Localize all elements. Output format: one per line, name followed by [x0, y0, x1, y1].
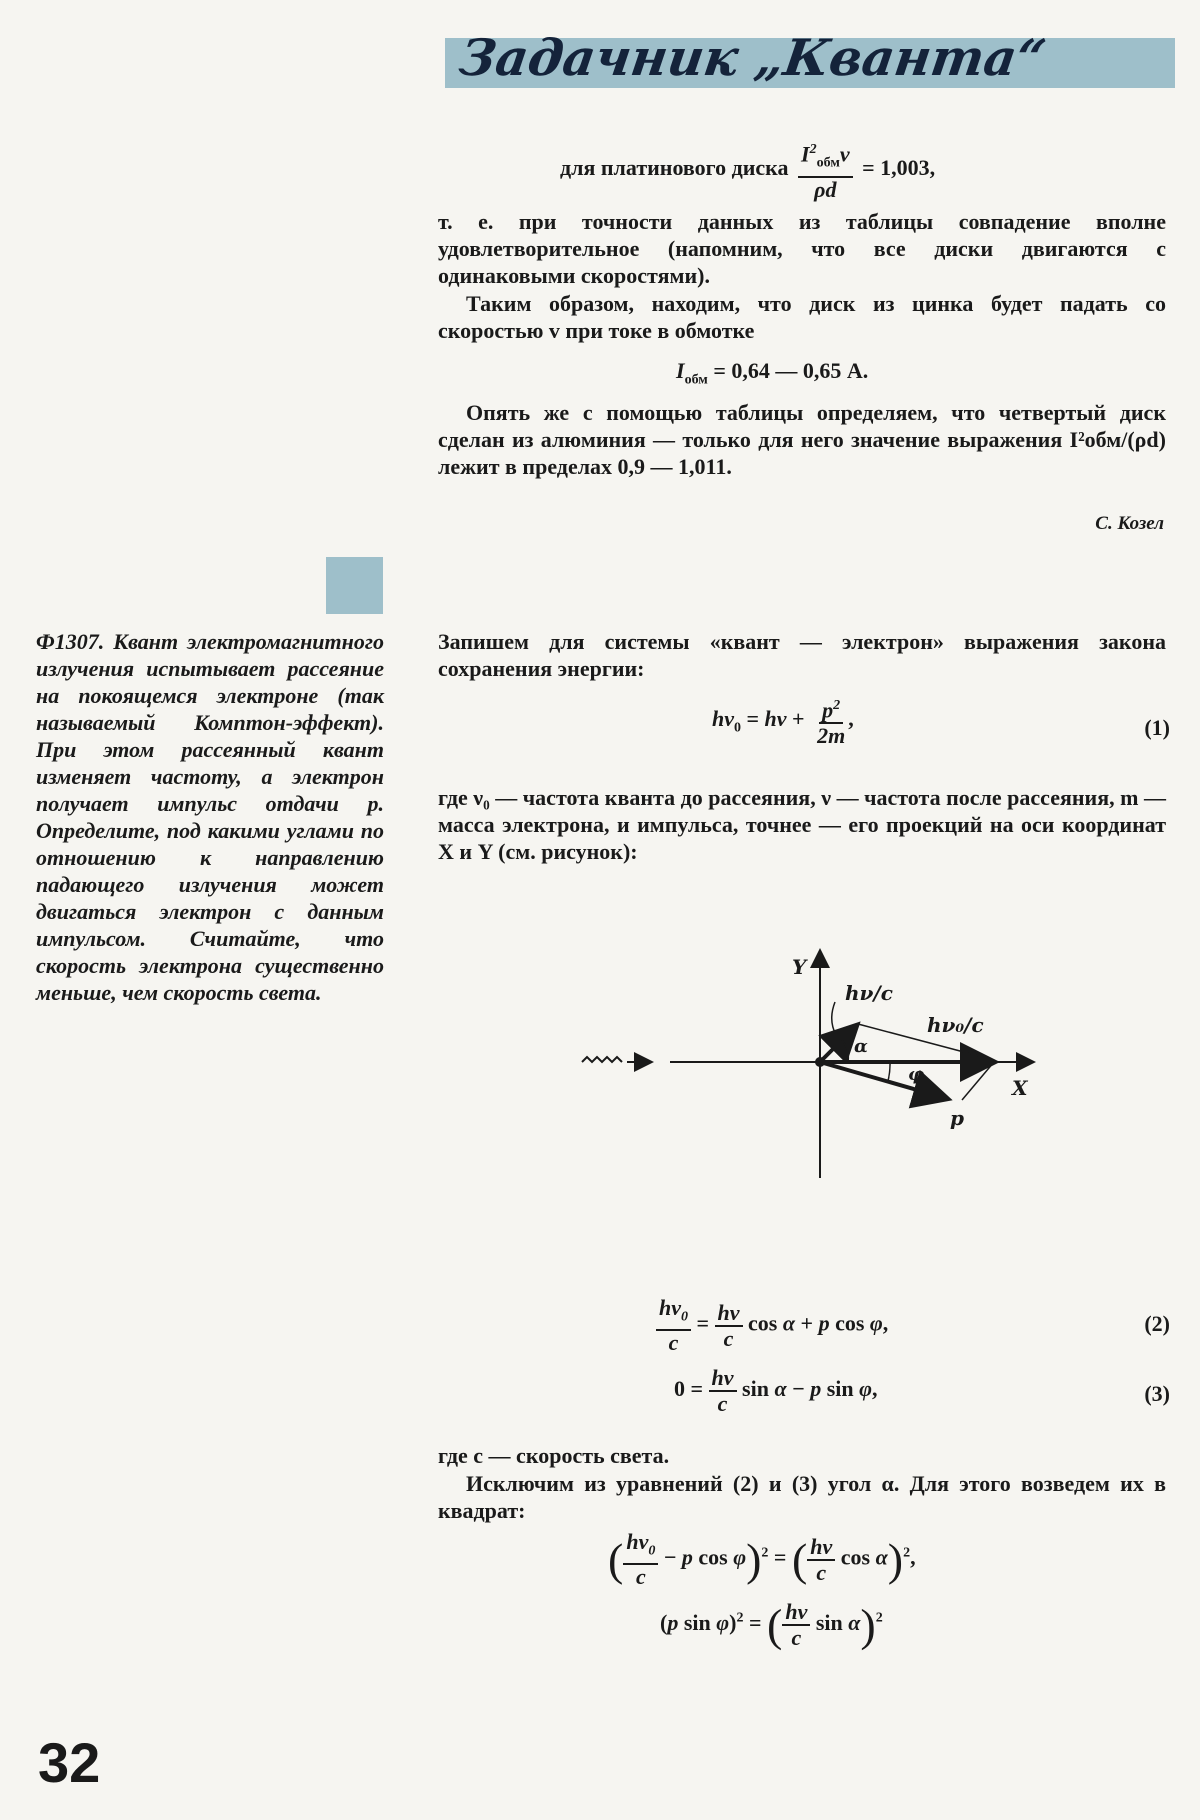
x-axis-label: X [1012, 1076, 1028, 1100]
equation-2-label: (2) [1144, 1311, 1170, 1336]
equation-squared-2: (p sin φ)$^2$ = ( $\frac{h\nu}{c}$ sin α)$^2$ [660, 1599, 883, 1651]
platinum-fraction: $\frac{I^2_{обм}v}{\rho d}$ [798, 138, 853, 202]
p-vector [820, 1062, 945, 1098]
platinum-prefix: для платинового диска [560, 154, 789, 180]
paragraph-1: т. е. при точности данных из таблицы совпадение вполне удовлетворительное (напомним, что все диски двигаются с одинаковыми скоростями). [438, 209, 1166, 288]
y-axis-label: Y [792, 955, 807, 979]
hv-c-label: hν/c [845, 981, 893, 1005]
paragraph-3: Опять же с помощью таблицы определяем, что четвертый диск сделан из алюминия — только для него значение выражения I²обм/(ρd) лежит в пределах 0,9 — 1,011. [438, 400, 1166, 479]
hv0-c-label: hν₀/c [927, 1013, 984, 1037]
alpha-arc [842, 1040, 848, 1062]
phi-label: φ [908, 1064, 925, 1085]
p-label: p [950, 1106, 964, 1130]
hv-pointer [832, 1002, 836, 1035]
equation-3-label: (3) [1144, 1381, 1170, 1406]
origin-point [815, 1057, 825, 1067]
after-equation-3: где c — скорость света. [438, 1443, 670, 1468]
diagram-closing-line-2 [962, 1062, 994, 1100]
current-equation: $I_{обм} = 0,64$ — 0,65 А. [676, 358, 869, 388]
equation-3: 0 = $\frac{h\nu}{c}$ sin α − p sin φ, [674, 1365, 878, 1416]
problem-marker [326, 557, 383, 614]
phi-arc [888, 1062, 890, 1081]
page-number: 32 [38, 1731, 101, 1794]
platinum-result: = 1,003, [862, 154, 936, 180]
equation-1-label: (1) [1144, 715, 1170, 740]
solution-intro: Запишем для системы «квант — электрон» выражения закона сохранения энергии: [438, 629, 1166, 681]
momentum-diagram [570, 940, 1050, 1185]
current-value: = 0,64 — 0,65 А. [713, 358, 869, 383]
hv-vector [820, 1027, 855, 1062]
paragraph-2: Таким образом, находим, что диск из цинка будет падать со скоростью v при токе в обмотке [438, 291, 1166, 343]
problem-statement: Ф1307. Квант электромагнитного излучения испытывает рассеяние на покоящемся электроне (так называемый Комптон-эффект). При этом рассеянный квант изменяет частоту, а электрон получает импульс отдачи p. Определите, под какими углами по отношению к направлению падающего излучения может двигаться электрон с данным импульсом. Считайте, что скорость электрона существенно меньше, чем скорость света. [36, 629, 384, 1005]
equation-2: $\frac{h\nu_0}{c}$ = $\frac{h\nu}{c}$ cos α + p cos φ, [656, 1296, 888, 1355]
platinum-line [560, 138, 935, 202]
header-title: Задачник „Кванта“ [455, 28, 1050, 87]
after-equation-1: где ν₀ — частота кванта до рассеяния, ν — частота после рассеяния, m — масса электрона, и импульса, точнее — его проекций на оси координат X и Y (см. рисунок): [438, 785, 1166, 864]
incident-wave [582, 1057, 622, 1062]
alpha-label: α [854, 1036, 868, 1057]
exclude-paragraph: Исключим из уравнений (2) и (3) угол α. Для этого возведем их в квадрат: [438, 1471, 1166, 1523]
equation-squared-1: ( $\frac{h\nu_0}{c}$ − p cos φ)$^2$ = ( $\frac{h\nu}{c}$ cos α)$^2$, [608, 1529, 916, 1590]
equation-1: $h\nu_0 = h\nu$ + $\frac{p^2}{2m}$ , [712, 694, 854, 748]
author: С. Козел [1095, 513, 1164, 534]
